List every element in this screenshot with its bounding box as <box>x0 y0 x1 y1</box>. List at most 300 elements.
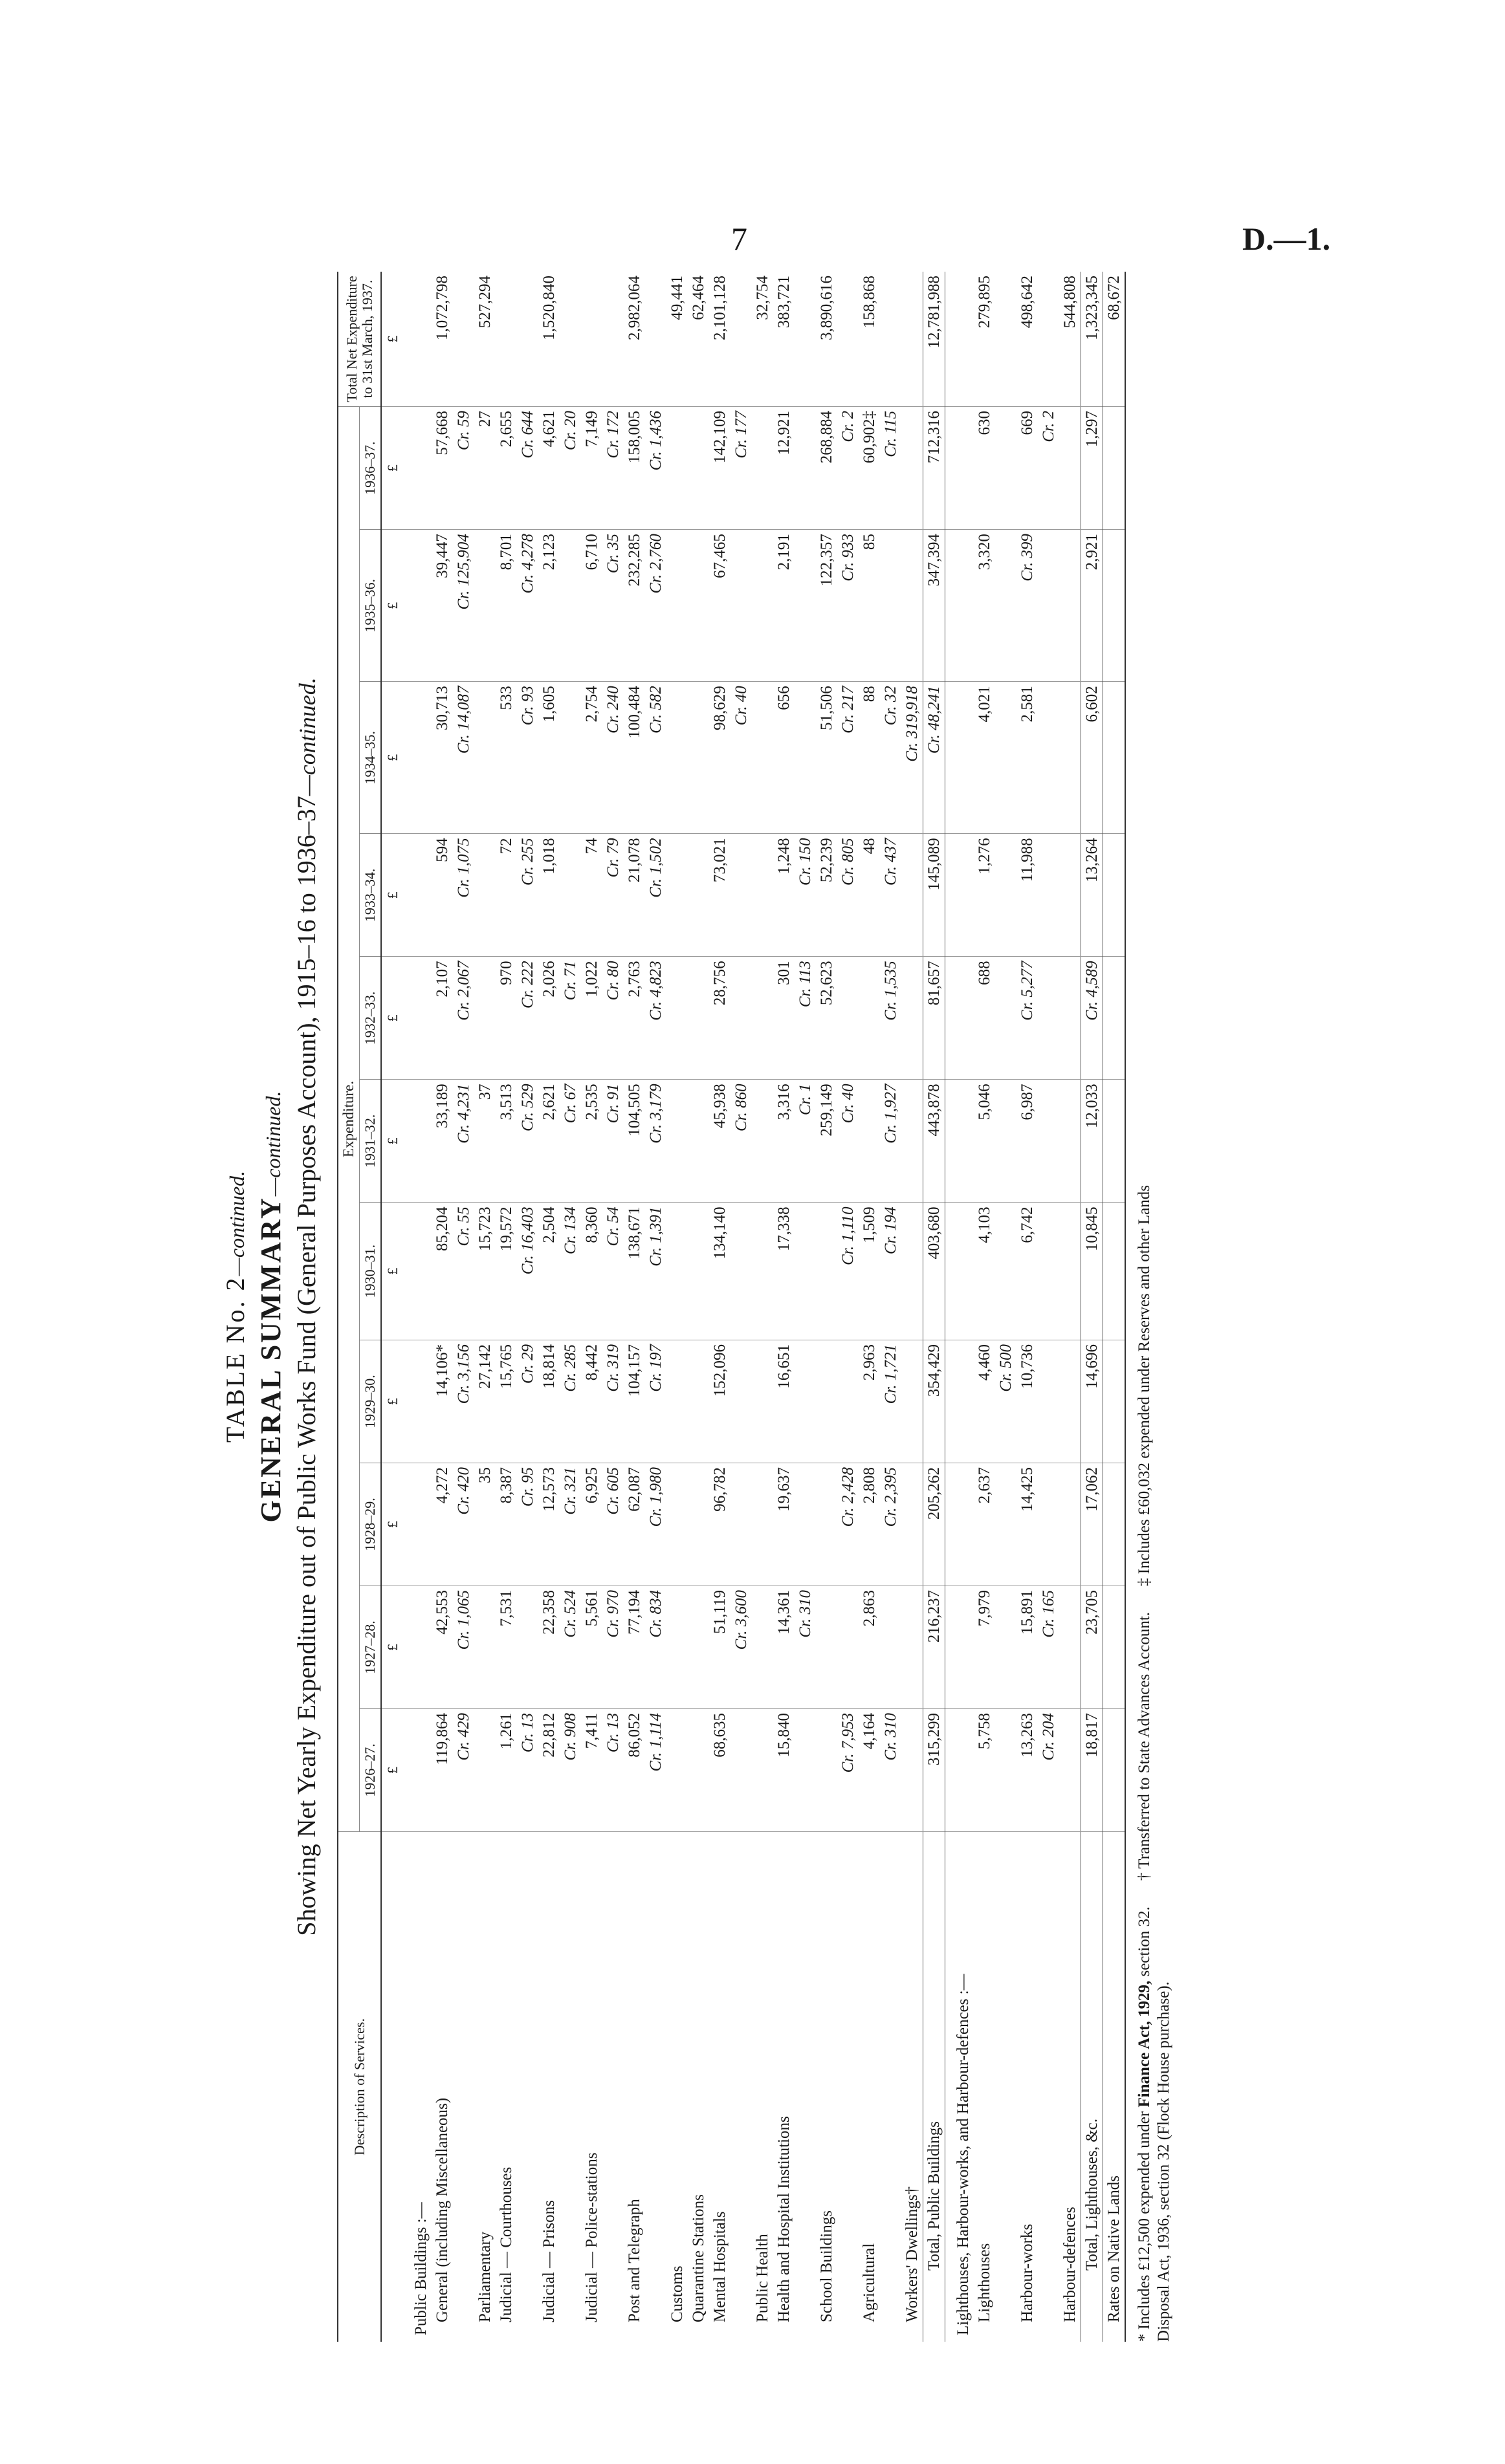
row-label <box>645 1832 666 2342</box>
footnotes <box>1135 272 1174 2342</box>
value-cell: Cr. 194 <box>880 1203 901 1340</box>
value-cell: 67,465 <box>709 530 731 682</box>
expenditure-header: Expenditure. <box>338 407 360 1832</box>
value-cell <box>560 682 581 834</box>
value-cell <box>795 1708 816 1831</box>
value-cell <box>816 1463 837 1586</box>
value-cell <box>403 1340 432 1463</box>
value-cell: Cr. 197 <box>645 1340 666 1463</box>
value-cell <box>795 1340 816 1463</box>
year-header: 1927–28. <box>360 1586 382 1708</box>
value-cell <box>666 407 688 530</box>
row-label: Public Health <box>754 2234 771 2322</box>
value-cell <box>901 1463 923 1586</box>
value-cell: 13,264 <box>1081 834 1103 957</box>
value-cell: Cr. 1,065 <box>453 1586 474 1708</box>
value-cell: 15,840 <box>773 1708 795 1831</box>
table-row <box>602 272 624 2342</box>
value-cell: 145,089 <box>923 834 945 957</box>
value-cell <box>816 1340 837 1463</box>
table-row <box>453 272 474 2342</box>
table-row <box>496 272 517 2342</box>
table-row <box>773 272 795 2342</box>
value-cell <box>1103 1080 1126 1203</box>
subtitle: Showing Net Yearly Expenditure out of Public Works Fund (General Purposes Account), 1915–16 to 1936–37—continued. <box>292 677 321 1936</box>
value-cell: Cr. 1,980 <box>645 1463 666 1586</box>
value-cell: Cr. 1,502 <box>645 834 666 957</box>
value-cell <box>995 407 1016 530</box>
value-cell: Cr. 319 <box>602 1340 624 1463</box>
document-reference: D.—1. <box>1242 221 1331 257</box>
value-cell: Cr. 1 <box>795 1080 816 1203</box>
value-cell: Cr. 319,918 <box>901 682 923 834</box>
value-cell <box>403 407 432 530</box>
value-cell: Cr. 310 <box>880 1708 901 1831</box>
value-cell: Cr. 172 <box>602 407 624 530</box>
value-cell <box>1059 1340 1081 1463</box>
value-cell: 2,535 <box>581 1080 602 1203</box>
value-cell <box>795 1463 816 1586</box>
value-cell: 73,021 <box>709 834 731 957</box>
value-cell <box>1059 530 1081 682</box>
value-cell: 16,651 <box>773 1340 795 1463</box>
value-cell: Cr. 14,087 <box>453 682 474 834</box>
value-cell <box>901 1203 923 1340</box>
value-cell: Cr. 113 <box>795 957 816 1080</box>
value-cell: Cr. 115 <box>880 407 901 530</box>
row-label: School Buildings <box>818 2210 835 2322</box>
value-cell <box>1059 1708 1081 1831</box>
value-cell: 2,963 <box>859 1340 880 1463</box>
table-number: TABLE No. 2—continued. <box>221 1170 250 1443</box>
value-cell: Cr. 32 <box>880 682 901 834</box>
value-cell: Cr. 79 <box>602 834 624 957</box>
value-cell: Cr. 165 <box>1038 1586 1059 1708</box>
value-cell: 2,101,128 <box>709 272 731 407</box>
rotated-table-sheet <box>220 272 1436 2342</box>
page-number: 7 <box>731 221 747 257</box>
year-header: 1935–36. <box>360 530 382 682</box>
row-label <box>880 1832 901 2342</box>
value-cell: Cr. 40 <box>837 1080 859 1203</box>
value-cell: 28,756 <box>709 957 731 1080</box>
value-cell: 37 <box>474 1080 496 1203</box>
value-cell <box>945 407 974 530</box>
value-cell: 12,781,988 <box>923 272 945 407</box>
row-label: Customs <box>668 2265 686 2322</box>
value-cell: 2,026 <box>538 957 560 1080</box>
value-cell <box>1059 834 1081 957</box>
value-cell: 32,754 <box>752 272 773 407</box>
value-cell <box>1038 1463 1059 1586</box>
value-cell <box>1038 1203 1059 1340</box>
value-cell: 52,623 <box>816 957 837 1080</box>
total-header: Total Net Expenditure to 31st March, 1937. <box>338 272 381 407</box>
table-row <box>945 272 974 2342</box>
value-cell: Cr. 2,428 <box>837 1463 859 1586</box>
value-cell: 630 <box>974 407 995 530</box>
year-header: 1926–27. <box>360 1708 382 1831</box>
value-cell: 2,763 <box>624 957 645 1080</box>
value-cell: 14,696 <box>1081 1340 1103 1463</box>
value-cell: 10,736 <box>1016 1340 1038 1463</box>
value-cell: 232,285 <box>624 530 645 682</box>
row-label <box>731 1832 752 2342</box>
value-cell: 62,464 <box>688 272 709 407</box>
value-cell: 205,262 <box>923 1463 945 1586</box>
value-cell <box>816 1708 837 1831</box>
value-cell <box>403 957 432 1080</box>
value-cell <box>1103 1203 1126 1340</box>
value-cell: 403,680 <box>923 1203 945 1340</box>
value-cell: 2,504 <box>538 1203 560 1340</box>
value-cell: 158,005 <box>624 407 645 530</box>
value-cell: 74 <box>581 834 602 957</box>
table-row <box>1103 272 1126 2342</box>
value-cell <box>945 1708 974 1831</box>
value-cell <box>795 272 816 407</box>
table-row <box>403 272 432 2342</box>
value-cell: Cr. 1,436 <box>645 407 666 530</box>
value-cell <box>666 1203 688 1340</box>
row-label: Harbour-defences <box>1061 2207 1079 2322</box>
value-cell <box>688 834 709 957</box>
row-label: General (including Miscellaneous) <box>434 2097 451 2322</box>
value-cell <box>901 1340 923 1463</box>
row-label: Quarantine Stations <box>690 2194 707 2322</box>
value-cell: Cr. 644 <box>517 407 538 530</box>
value-cell: 62,087 <box>624 1463 645 1586</box>
value-cell: 594 <box>432 834 453 957</box>
value-cell <box>1059 1463 1081 1586</box>
value-cell: Cr. 860 <box>731 1080 752 1203</box>
table-row <box>752 272 773 2342</box>
value-cell <box>666 1586 688 1708</box>
value-cell: 1,276 <box>974 834 995 957</box>
value-cell: Cr. 71 <box>560 957 581 1080</box>
value-cell: 544,808 <box>1059 272 1081 407</box>
value-cell: 19,572 <box>496 1203 517 1340</box>
row-label: Parliamentary <box>476 2231 494 2322</box>
value-cell <box>1103 407 1126 530</box>
value-cell: 12,573 <box>538 1463 560 1586</box>
value-cell <box>1103 1463 1126 1586</box>
value-cell: 51,119 <box>709 1586 731 1708</box>
currency-row-spacer <box>381 1832 403 2342</box>
value-cell <box>666 834 688 957</box>
value-cell <box>880 272 901 407</box>
value-cell <box>1059 957 1081 1080</box>
value-cell <box>1103 530 1126 682</box>
value-cell: 7,531 <box>496 1586 517 1708</box>
year-header: 1933–34. <box>360 834 382 957</box>
value-cell: 1,261 <box>496 1708 517 1831</box>
value-cell: 35 <box>474 1463 496 1586</box>
value-cell: 712,316 <box>923 407 945 530</box>
value-cell: 15,723 <box>474 1203 496 1340</box>
value-cell <box>688 957 709 1080</box>
value-cell: 22,812 <box>538 1708 560 1831</box>
value-cell <box>731 834 752 957</box>
value-cell: 383,721 <box>773 272 795 407</box>
value-cell: Cr. 40 <box>731 682 752 834</box>
row-label <box>602 1832 624 2342</box>
value-cell: 1,323,345 <box>1081 272 1103 407</box>
value-cell: Cr. 1,114 <box>645 1708 666 1831</box>
row-label: Post and Telegraph <box>626 2199 643 2322</box>
value-cell: 6,987 <box>1016 1080 1038 1203</box>
footnote-double-dagger: ‡ Includes £60,032 expended under Reserves and other Lands <box>1136 1185 1153 1586</box>
value-cell: 12,921 <box>773 407 795 530</box>
currency-symbol: £ <box>381 1463 403 1586</box>
value-cell <box>474 1708 496 1831</box>
value-cell: 96,782 <box>709 1463 731 1586</box>
description-header: Description of Services. <box>338 1832 381 2342</box>
value-cell: 142,109 <box>709 407 731 530</box>
summary-heading: GENERAL SUMMARY—continued. <box>255 1091 287 1523</box>
value-cell <box>880 530 901 682</box>
value-cell: 14,425 <box>1016 1463 1038 1586</box>
value-cell <box>474 682 496 834</box>
currency-row <box>381 272 403 2342</box>
value-cell: Cr. 834 <box>645 1586 666 1708</box>
value-cell <box>403 1203 432 1340</box>
value-cell <box>474 957 496 1080</box>
value-cell: 68,672 <box>1103 272 1126 407</box>
value-cell: Cr. 240 <box>602 682 624 834</box>
value-cell: Cr. 80 <box>602 957 624 1080</box>
value-cell: Cr. 95 <box>517 1463 538 1586</box>
value-cell <box>837 957 859 1080</box>
value-cell <box>995 530 1016 682</box>
value-cell: 52,239 <box>816 834 837 957</box>
value-cell <box>901 407 923 530</box>
value-cell <box>795 682 816 834</box>
value-cell: Cr. 1,110 <box>837 1203 859 1340</box>
value-cell: 2,863 <box>859 1586 880 1708</box>
value-cell <box>517 1586 538 1708</box>
row-label: Harbour-works <box>1018 2223 1036 2322</box>
value-cell <box>752 957 773 1080</box>
value-cell <box>1059 682 1081 834</box>
value-cell: Cr. 529 <box>517 1080 538 1203</box>
value-cell: 1,248 <box>773 834 795 957</box>
value-cell: Cr. 437 <box>880 834 901 957</box>
value-cell <box>645 272 666 407</box>
value-cell: Cr. 908 <box>560 1708 581 1831</box>
value-cell <box>901 530 923 682</box>
value-cell <box>1059 1080 1081 1203</box>
value-cell <box>731 1708 752 1831</box>
total-row <box>923 272 945 2342</box>
value-cell: Cr. 2,760 <box>645 530 666 682</box>
value-cell: 18,814 <box>538 1340 560 1463</box>
value-cell <box>752 1708 773 1831</box>
value-cell <box>795 530 816 682</box>
value-cell: Cr. 2 <box>1038 407 1059 530</box>
row-label <box>1038 1832 1059 2342</box>
row-label <box>453 1832 474 2342</box>
value-cell <box>945 272 974 407</box>
value-cell <box>474 1586 496 1708</box>
value-cell: 81,657 <box>923 957 945 1080</box>
value-cell: 7,979 <box>974 1586 995 1708</box>
value-cell <box>901 272 923 407</box>
value-cell <box>752 1340 773 1463</box>
value-cell: 88 <box>859 682 880 834</box>
value-cell: 42,553 <box>432 1586 453 1708</box>
row-label <box>995 1832 1016 2342</box>
value-cell <box>752 530 773 682</box>
value-cell: 279,895 <box>974 272 995 407</box>
table-row <box>816 272 837 2342</box>
value-cell: Cr. 4,278 <box>517 530 538 682</box>
value-cell <box>403 834 432 957</box>
value-cell <box>403 682 432 834</box>
value-cell: 216,237 <box>923 1586 945 1708</box>
value-cell: 4,164 <box>859 1708 880 1831</box>
value-cell <box>837 1340 859 1463</box>
table-row <box>538 272 560 2342</box>
value-cell <box>731 530 752 682</box>
table-row <box>645 272 666 2342</box>
table-row <box>517 272 538 2342</box>
value-cell: Cr. 524 <box>560 1586 581 1708</box>
currency-symbol: £ <box>381 1203 403 1340</box>
value-cell: 6,710 <box>581 530 602 682</box>
value-cell <box>517 272 538 407</box>
value-cell: Cr. 582 <box>645 682 666 834</box>
value-cell <box>731 1203 752 1340</box>
value-cell: 315,299 <box>923 1708 945 1831</box>
value-cell: 3,890,616 <box>816 272 837 407</box>
value-cell: 68,635 <box>709 1708 731 1831</box>
value-cell <box>1038 1340 1059 1463</box>
value-cell: Cr. 1,927 <box>880 1080 901 1203</box>
value-cell: 48 <box>859 834 880 957</box>
value-cell: Cr. 204 <box>1038 1708 1059 1831</box>
value-cell <box>666 530 688 682</box>
value-cell: Cr. 500 <box>995 1340 1016 1463</box>
value-cell: Cr. 429 <box>453 1708 474 1831</box>
value-cell: 3,513 <box>496 1080 517 1203</box>
value-cell: 8,701 <box>496 530 517 682</box>
footnote-star: * Includes £12,500 expended under Finance Act, 1929, section 32. Disposal Act, 1936, section 32 (Flock House purchase). <box>1136 1906 1172 2342</box>
value-cell <box>403 272 432 407</box>
value-cell: 6,602 <box>1081 682 1103 834</box>
value-cell: 3,320 <box>974 530 995 682</box>
value-cell <box>560 834 581 957</box>
value-cell <box>403 1463 432 1586</box>
row-label: Rates on Native Lands <box>1105 2175 1123 2322</box>
value-cell: 17,338 <box>773 1203 795 1340</box>
value-cell: Cr. 4,589 <box>1081 957 1103 1080</box>
value-cell: Cr. 399 <box>1016 530 1038 682</box>
value-cell: 85,204 <box>432 1203 453 1340</box>
value-cell <box>666 1080 688 1203</box>
value-cell <box>1059 407 1081 530</box>
row-label: Agricultural <box>861 2243 878 2322</box>
value-cell: 970 <box>496 957 517 1080</box>
value-cell: Cr. 150 <box>795 834 816 957</box>
value-cell <box>688 1586 709 1708</box>
value-cell <box>995 834 1016 957</box>
currency-symbol: £ <box>381 530 403 682</box>
value-cell <box>1038 957 1059 1080</box>
currency-symbol: £ <box>381 272 403 407</box>
value-cell <box>859 957 880 1080</box>
row-label <box>560 1832 581 2342</box>
value-cell: Cr. 217 <box>837 682 859 834</box>
value-cell <box>880 1586 901 1708</box>
currency-symbol: £ <box>381 957 403 1080</box>
value-cell: 18,817 <box>1081 1708 1103 1831</box>
value-cell <box>688 1340 709 1463</box>
value-cell: Cr. 933 <box>837 530 859 682</box>
value-cell: Cr. 5,277 <box>1016 957 1038 1080</box>
value-cell: 8,387 <box>496 1463 517 1586</box>
value-cell <box>1103 682 1126 834</box>
value-cell: 6,742 <box>1016 1203 1038 1340</box>
value-cell <box>752 834 773 957</box>
value-cell <box>1038 272 1059 407</box>
value-cell: 119,864 <box>432 1708 453 1831</box>
value-cell <box>688 1203 709 1340</box>
table-row <box>581 272 602 2342</box>
table-row <box>624 272 645 2342</box>
row-label <box>837 1832 859 2342</box>
value-cell: Cr. 310 <box>795 1586 816 1708</box>
value-cell: 13,263 <box>1016 1708 1038 1831</box>
value-cell <box>1103 957 1126 1080</box>
row-label: Judicial — Police-stations <box>583 2152 600 2322</box>
value-cell: 57,668 <box>432 407 453 530</box>
value-cell <box>666 957 688 1080</box>
value-cell <box>901 1586 923 1708</box>
value-cell: Cr. 177 <box>731 407 752 530</box>
value-cell: 22,358 <box>538 1586 560 1708</box>
value-cell: Cr. 125,904 <box>453 530 474 682</box>
value-cell <box>560 272 581 407</box>
row-label: Judicial — Prisons <box>540 2200 558 2322</box>
currency-symbol: £ <box>381 1586 403 1708</box>
value-cell: 85 <box>859 530 880 682</box>
currency-symbol: £ <box>381 834 403 957</box>
value-cell: 4,103 <box>974 1203 995 1340</box>
value-cell <box>995 682 1016 834</box>
value-cell: Cr. 67 <box>560 1080 581 1203</box>
value-cell: 134,140 <box>709 1203 731 1340</box>
value-cell <box>403 1080 432 1203</box>
value-cell: Cr. 4,231 <box>453 1080 474 1203</box>
value-cell: 14,361 <box>773 1586 795 1708</box>
value-cell: 27,142 <box>474 1340 496 1463</box>
value-cell <box>995 1203 1016 1340</box>
value-cell <box>688 1463 709 1586</box>
year-header: 1929–30. <box>360 1340 382 1463</box>
value-cell: Cr. 54 <box>602 1203 624 1340</box>
value-cell: 443,878 <box>923 1080 945 1203</box>
value-cell: 688 <box>974 957 995 1080</box>
value-cell <box>945 1080 974 1203</box>
value-cell <box>403 1586 432 1708</box>
value-cell: 6,925 <box>581 1463 602 1586</box>
value-cell: 2,637 <box>974 1463 995 1586</box>
table-row <box>666 272 688 2342</box>
value-cell <box>1103 1586 1126 1708</box>
value-cell: 7,149 <box>581 407 602 530</box>
value-cell: Cr. 93 <box>517 682 538 834</box>
